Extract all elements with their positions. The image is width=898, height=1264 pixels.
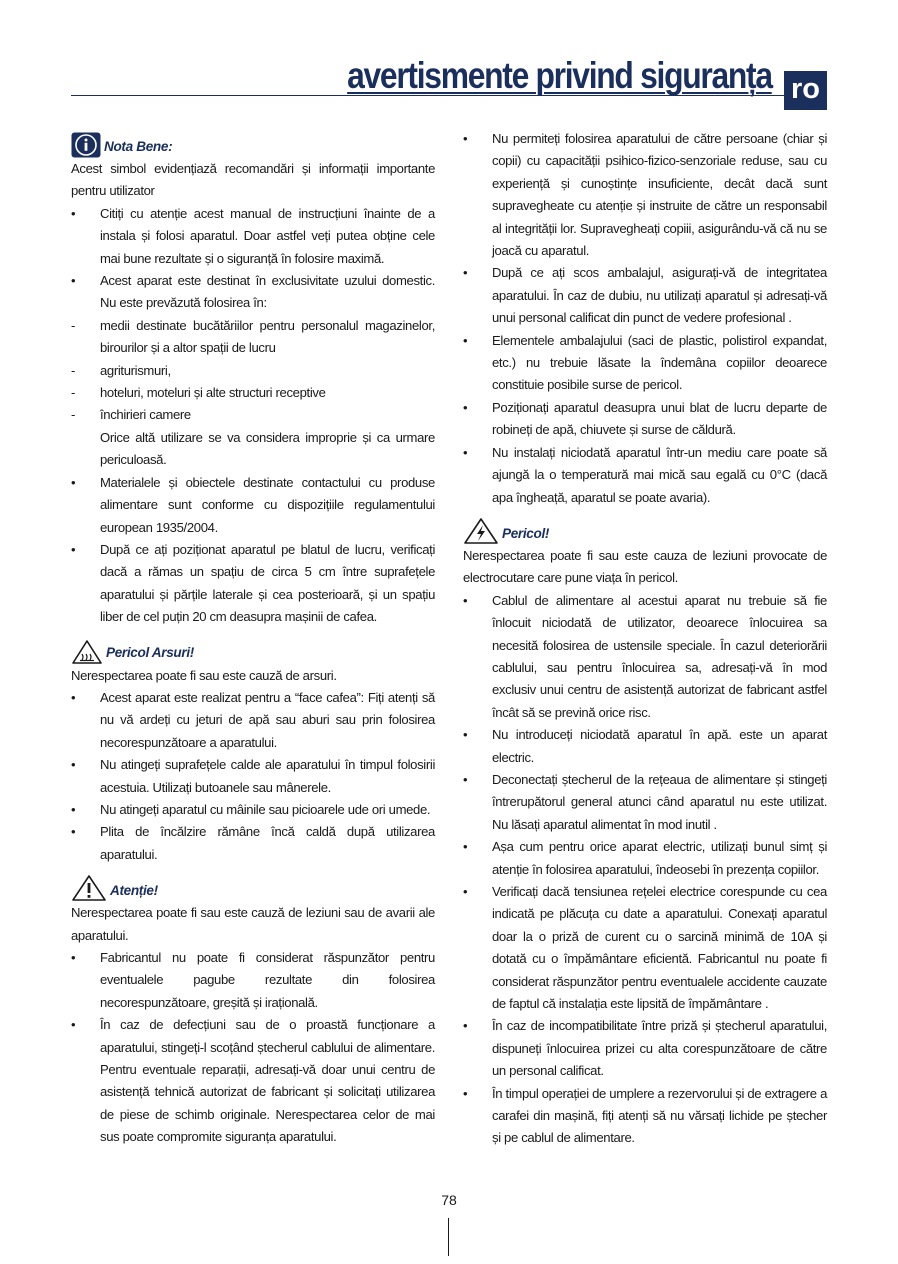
nota-bene-intro: Acest simbol evidențiază recomandări și informații importante pentru utilizator bbox=[71, 161, 435, 199]
page-title: avertismente privind siguranța bbox=[347, 55, 772, 96]
list-item: • Verificați dacă tensiunea rețelei electrice corespunde cu cea indicată pe plăcuța cu date a aparatului. Conexați aparatul doar la o priză de curent cu o sarcină minimă de 10A și dotată cu o împământare eficientă. Fabricantul nu poate fi considerat răspunzător pentru eventualele accidente cauzate de faptul că instalația este lipsită de împământare . bbox=[463, 881, 827, 1015]
nota-bene-title: Nota Bene: bbox=[104, 138, 173, 154]
page-number: 78 bbox=[441, 1192, 457, 1208]
language-badge: ro bbox=[784, 71, 827, 110]
list-item: • Citiți cu atenție acest manual de instrucțiuni înainte de a instala și folosi aparatul. Doar astfel veți putea obține cele mai bune rezultate și o siguranță în folosire maximă. bbox=[71, 203, 435, 270]
list-item-dash: - închirieri camere bbox=[71, 404, 435, 426]
page-divider bbox=[448, 1218, 449, 1256]
electric-shock-warning-icon bbox=[463, 517, 499, 545]
burns-title: Pericol Arsuri! bbox=[106, 645, 194, 661]
list-item: • Nu atingeți suprafețele calde ale aparatului în timpul folosirii acestuia. Utilizați butoanele sau mânerele. bbox=[71, 754, 435, 799]
burns-heading bbox=[71, 635, 435, 665]
list-item: • După ce ați poziționat aparatul pe blatul de lucru, verificați dacă a rămas un spațiu de circa 5 cm între suprafețele aparatului și părțile laterale și cea posterioară, și un spațiu liber de cel puțin 20 cm deasupra mașinii de cafea. bbox=[71, 539, 435, 629]
attention-heading bbox=[71, 872, 435, 902]
list-item: • Așa cum pentru orice aparat electric, utilizați bunul simț și atenție în folosirea aparatului, îndeosebi în prezența copiilor. bbox=[463, 836, 827, 881]
danger-heading bbox=[463, 515, 827, 545]
left-column bbox=[71, 128, 435, 1149]
list-item: • Nu atingeți aparatul cu mâinile sau picioarele ude ori umede. bbox=[71, 799, 435, 821]
list-item: • Nu instalați niciodată aparatul într-un mediu care poate să ajungă la o temperatură mai mică sau egală cu 0°C (dacă apa îngheață, aparatul se poate avaria). bbox=[463, 442, 827, 509]
nota-bene-list bbox=[71, 203, 435, 427]
list-item: • După ce ați scos ambalajul, asigurați-vă de integritatea aparatului. În caz de dubiu, nu utilizați aparatul și adresați-vă unui personal calificat din punct de vedere profesional . bbox=[463, 262, 827, 329]
nota-bene-heading bbox=[71, 128, 435, 158]
list-item-dash: - medii destinate bucătăriilor pentru personalul magazinelor, birourilor și a altor spații de lucru bbox=[71, 315, 435, 360]
attention-title: Atenție! bbox=[110, 882, 158, 898]
danger-title: Pericol! bbox=[502, 525, 550, 541]
list-item: • Elementele ambalajului (saci de plastic, polistirol expandat, etc.) nu trebuie lăsate la îndemâna copiilor deoarece constituie posibile surse de pericol. bbox=[463, 330, 827, 397]
hot-surface-warning-icon bbox=[71, 639, 103, 665]
nota-bene-list-2 bbox=[71, 472, 435, 629]
list-item: • Acest aparat este destinat în exclusivitate uzului domestic. Nu este prevăzută folosirea în: bbox=[71, 270, 435, 315]
list-item: • Fabricantul nu poate fi considerat răspunzător pentru eventualele pagube rezultate din folosirea necorespunzătoare, greșită și irațională. bbox=[71, 947, 435, 1014]
list-item: • În caz de defecțiuni sau de o proastă funcționare a aparatului, stingeți-l scoțând ștecherul cablului de alimentare. Pentru eventuale reparații, adresați-vă doar unui centru de asistență tehnică autorizat de fabricant și solicitați utilizarea de piese de schimb originale. Nerespectarea celor de mai sus poate compromite siguranța aparatului. bbox=[71, 1014, 435, 1148]
burns-intro: Nerespectarea poate fi sau este cauză de arsuri. bbox=[71, 667, 337, 683]
attention-intro: Nerespectarea poate fi sau este cauză de leziuni sau de avarii ale aparatului. bbox=[71, 905, 435, 943]
list-item-dash: - agriturismuri, bbox=[71, 360, 435, 382]
list-item: • În caz de incompatibilitate între priză și ștecherul aparatului, dispuneți înlocuirea prizei cu alta corespunzătoare de către un personal calificat. bbox=[463, 1015, 827, 1082]
list-item: • Nu permiteți folosirea aparatului de către persoane (chiar și copii) cu capacității psihico-fizico-senzoriale reduse, sau cu experiență și cunoștințe insuficiente, decât dacă sunt supravegheate cu atenție și instruite de către un responsabil al integrității lor. Supravegheați copiii, asigurându-vă că nu se joacă cu aparatul. bbox=[463, 128, 827, 262]
list-item: • Poziționați aparatul deasupra unui blat de lucru departe de robineți de apă, chiuvete și surse de căldură. bbox=[463, 397, 827, 442]
list-item-dash: - hoteluri, moteluri și alte structuri receptive bbox=[71, 382, 435, 404]
list-item: • Deconectați ștecherul de la rețeaua de alimentare și stingeți întrerupătorul general atunci când aparatul nu este utilizat. Nu lăsați aparatul alimentat în mod inutil . bbox=[463, 769, 827, 836]
danger-list bbox=[463, 590, 827, 1150]
list-item: • Materialele și obiectele destinate contactului cu produse alimentare sunt conforme cu dispozițiile regulamentului european 1935/2004. bbox=[71, 472, 435, 539]
list-item: • Plita de încălzire rămâne încă caldă după utilizarea aparatului. bbox=[71, 821, 435, 866]
list-item: • Nu introduceți niciodată aparatul în apă. este un aparat electric. bbox=[463, 724, 827, 769]
burns-list bbox=[71, 687, 435, 866]
usage-note: Orice altă utilizare se va considera improprie și ca urmare periculoasă. bbox=[100, 429, 435, 468]
danger-intro: Nerespectarea poate fi sau este cauza de leziuni provocate de electrocutare care pune viața în pericol. bbox=[463, 547, 827, 586]
info-icon bbox=[71, 132, 101, 158]
general-safety-list bbox=[463, 128, 827, 509]
list-item: • Acest aparat este realizat pentru a “face cafea”: Fiți atenți să nu vă ardeți cu jeturi de apă sau aburi sau prin folosirea necorespunzătoare a aparatului. bbox=[71, 687, 435, 754]
right-column bbox=[463, 128, 827, 1150]
list-item: • Cablul de alimentare al acestui aparat nu trebuie să fie înlocuit niciodată de utilizator, deoarece înlocuirea sa necesită folosirea de ustensile speciale. În cazul deteriorării cablului, sau pentru înlocuirea sa, adresați-vă în mod exclusiv unui centru de asistență autorizat de fabricant astfel încât să se prevină orice risc. bbox=[463, 590, 827, 724]
warning-icon bbox=[71, 874, 107, 902]
attention-list bbox=[71, 947, 435, 1149]
list-item: • În timpul operației de umplere a rezervorului și de extragere a carafei din mașină, fiți atenți să nu vărsați lichide pe ștecher și pe cablul de alimentare. bbox=[463, 1083, 827, 1150]
